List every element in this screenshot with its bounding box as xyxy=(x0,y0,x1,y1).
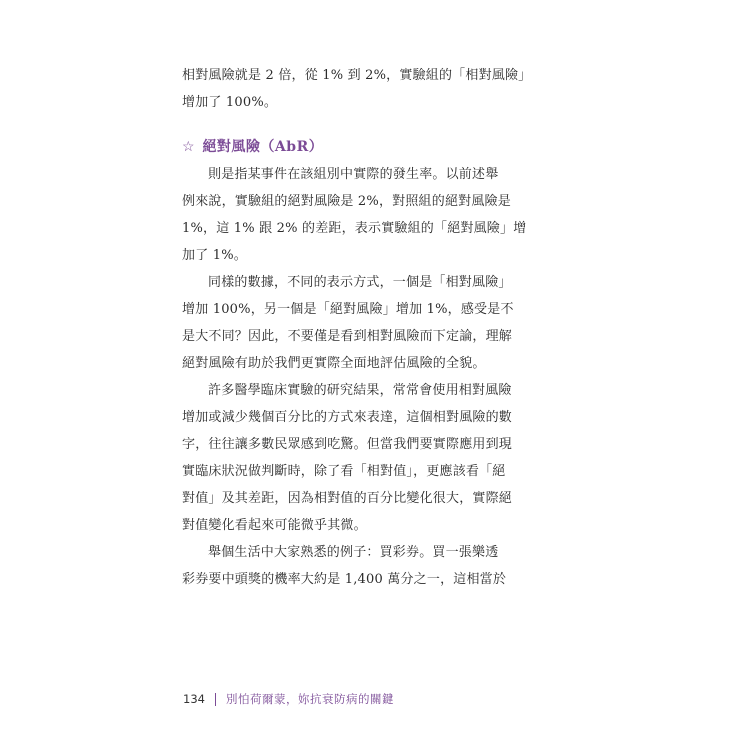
text-line: 增加 100%，另一個是「絕對風險」增加 1%，感受是不 xyxy=(182,302,514,317)
text-line: 許多醫學臨床實驗的研究結果，常常會使用相對風險 xyxy=(208,383,512,398)
text-line: 同樣的數據，不同的表示方式，一個是「相對風險」 xyxy=(208,275,512,290)
text-line: 相對風險就是 2 倍，從 1% 到 2%，實驗組的「相對風險」 xyxy=(182,68,532,83)
paragraph-definition xyxy=(182,161,562,269)
intro-paragraph xyxy=(182,62,562,116)
footer-divider xyxy=(215,693,216,706)
text-line: 字，往往讓多數民眾感到吃驚。但當我們要實際應用到現 xyxy=(182,437,513,452)
page-body xyxy=(182,62,562,593)
text-line: 對值變化看起來可能微乎其微。 xyxy=(182,518,367,533)
text-line: 則是指某事件在該組別中實際的發生率。以前述舉 xyxy=(208,167,499,182)
running-title: 別怕荷爾蒙，妳抗衰防病的關鍵 xyxy=(225,692,394,706)
text-line: 增加了 100%。 xyxy=(182,95,278,110)
section-heading xyxy=(182,134,562,161)
text-line: 實臨床狀況做判斷時，除了看「相對值」，更應該看「絕 xyxy=(182,464,506,479)
section-heading-title: 絕對風險（AbR） xyxy=(202,139,324,155)
star-icon: ☆ xyxy=(182,139,196,155)
text-line: 絕對風險有助於我們更實際全面地評估風險的全貌。 xyxy=(182,356,486,371)
text-line: 是大不同？因此，不要僅是看到相對風險而下定論，理解 xyxy=(182,329,513,344)
text-line: 加了 1%。 xyxy=(182,248,247,263)
paragraph-clinical xyxy=(182,377,562,539)
text-line: 1%，這 1% 跟 2% 的差距，表示實驗組的「絕對風險」增 xyxy=(182,221,527,236)
text-line: 例來說，實驗組的絕對風險是 2%，對照組的絕對風險是 xyxy=(182,194,511,209)
text-line: 彩券要中頭獎的機率大約是 1,400 萬分之一，這相當於 xyxy=(182,572,507,587)
paragraph-comparison xyxy=(182,269,562,377)
page-footer xyxy=(183,691,394,707)
text-line: 舉個生活中大家熟悉的例子：買彩券。買一張樂透 xyxy=(208,545,499,560)
text-line: 增加或減少幾個百分比的方式來表達，這個相對風險的數 xyxy=(182,410,513,425)
paragraph-lottery xyxy=(182,539,562,593)
text-line: 對值」及其差距，因為相對值的百分比變化很大，實際絕 xyxy=(182,491,513,506)
page-number: 134 xyxy=(183,692,205,706)
